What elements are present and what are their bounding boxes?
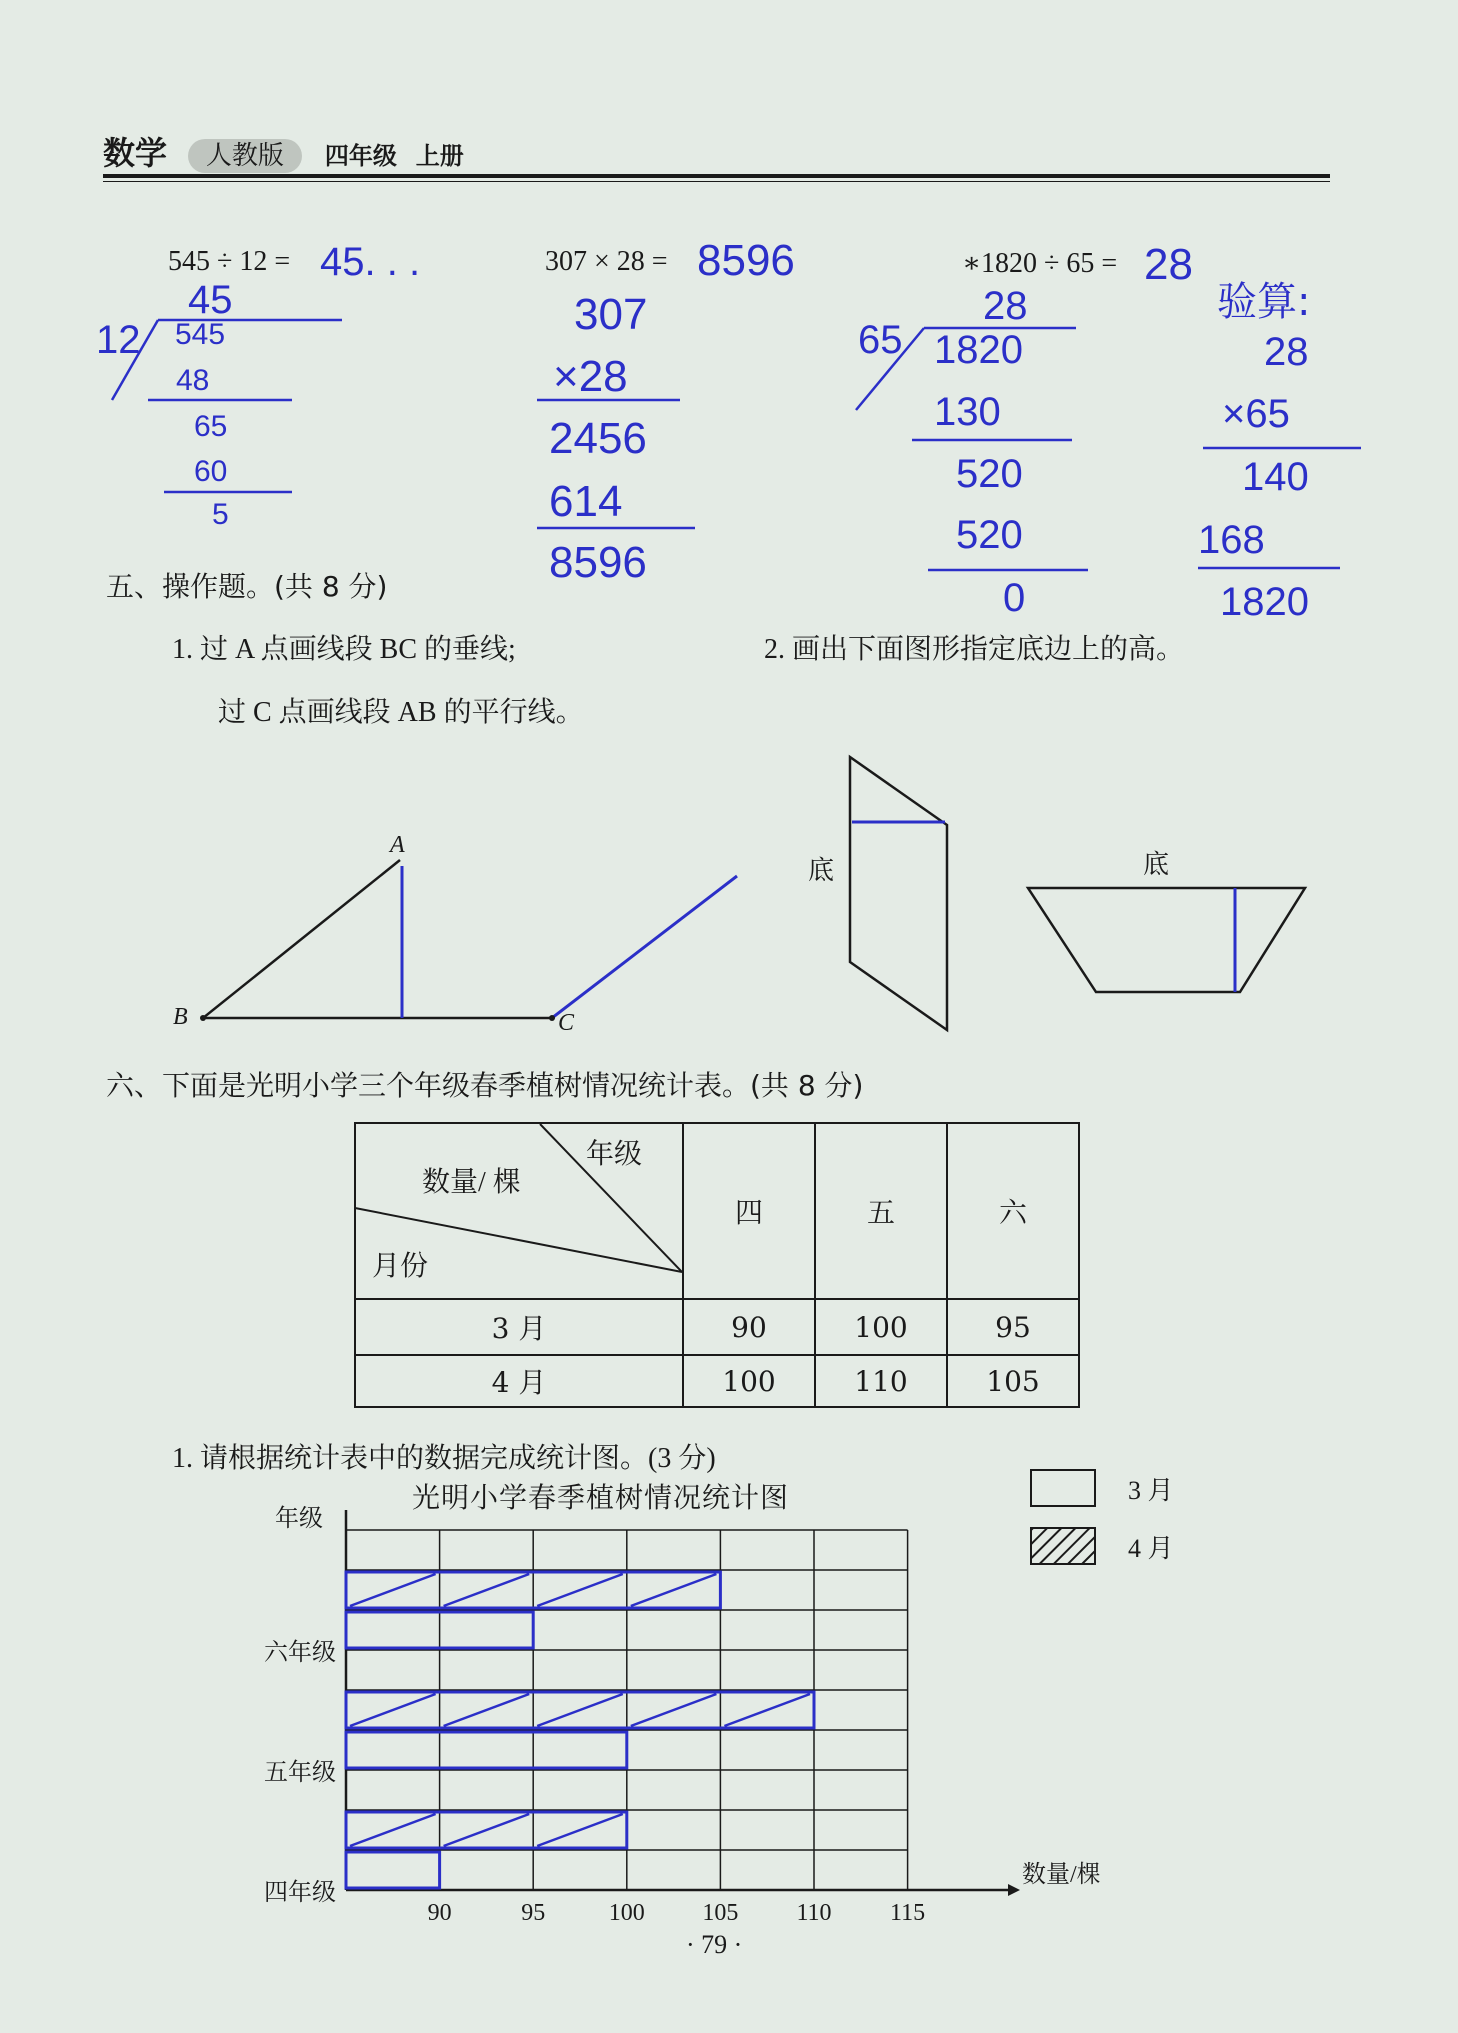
section5-title: 五、操作题。(共 8 分) (106, 570, 388, 603)
col-header-4: 四 (683, 1123, 815, 1299)
p1-sub2: 60 (194, 455, 228, 488)
parallel-through-C (552, 876, 737, 1018)
cell: 105 (947, 1355, 1079, 1407)
base-label-1: 底 (808, 856, 835, 885)
x-tick-label: 100 (608, 1900, 645, 1926)
check-pp2: 168 (1198, 518, 1265, 562)
corner-bottom: 月份 (372, 1251, 429, 1282)
section5-q1-line2: 过 C 点画线段 AB 的平行线。 (218, 697, 584, 728)
cell: 100 (815, 1299, 947, 1355)
x-tick-label: 110 (796, 1900, 832, 1926)
p2-expr: 307 × 28 = (545, 246, 668, 277)
p2-product: 8596 (549, 538, 647, 587)
bar-hatch (537, 1814, 623, 1846)
corner-top: 年级 (586, 1139, 643, 1170)
bar-march (346, 1732, 627, 1768)
segment-AB (203, 860, 400, 1018)
col-header-5: 五 (815, 1123, 947, 1299)
bar-hatch (631, 1694, 717, 1726)
row-label: 3 月 (355, 1299, 683, 1355)
header-edition: 人教版 (188, 139, 302, 173)
bar-hatch (350, 1694, 436, 1726)
page-number: · 79 · (686, 1930, 743, 1959)
bar-hatch (724, 1694, 810, 1726)
p3-dividend: 1820 (934, 328, 1023, 372)
header-subject: 数学 (103, 134, 168, 172)
p3-rem1: 520 (956, 452, 1023, 496)
x-tick-label: 115 (890, 1900, 926, 1926)
bar-hatch (537, 1574, 623, 1606)
bar-hatch (350, 1574, 436, 1606)
p3-sub1: 130 (934, 390, 1001, 434)
p3-expr: ∗1820 ÷ 65 = (962, 248, 1118, 279)
p1-answer: 45. . . (320, 240, 421, 284)
col-header-6: 六 (947, 1123, 1079, 1299)
legend-label-march: 3 月 (1128, 1476, 1174, 1505)
bar-hatch (444, 1574, 530, 1606)
p1-rem1: 65 (194, 410, 228, 443)
p1-rem: 5 (212, 498, 229, 531)
table-diagonal-2 (355, 1208, 682, 1272)
base-label-2: 底 (1143, 850, 1170, 879)
p1-bracket-slash (112, 320, 158, 400)
bar-hatch (444, 1694, 530, 1726)
bar-hatch (350, 1814, 436, 1846)
bar-hatch (444, 1814, 530, 1846)
p1-dividend: 545 (175, 318, 226, 351)
check-product: 1820 (1220, 580, 1309, 624)
p1-quotient: 45 (188, 278, 233, 322)
p2-n2: ×28 (553, 352, 628, 401)
chart-title: 光明小学春季植树情况统计图 (412, 1483, 790, 1514)
bar-hatch (631, 1574, 717, 1606)
check-n1: 28 (1264, 330, 1309, 374)
legend-swatch-april (1031, 1528, 1095, 1564)
category-label: 四年级 (264, 1880, 336, 1906)
p3-quotient: 28 (983, 284, 1028, 328)
p2-pp1: 2456 (549, 414, 647, 463)
p3-answer: 28 (1144, 240, 1193, 289)
p3-sub2: 520 (956, 513, 1023, 557)
p3-rem: 0 (1003, 576, 1026, 620)
section5-q1-line1: 1. 过 A 点画线段 BC 的垂线; (172, 634, 516, 665)
parallelogram (850, 757, 947, 1030)
p3-divisor: 65 (858, 318, 903, 362)
x-axis-arrow (1008, 1884, 1020, 1896)
section6-title: 六、下面是光明小学三个年级春季植树情况统计表。(共 8 分) (106, 1069, 864, 1102)
p3-bracket-slash (856, 328, 924, 410)
check-title: 验算: (1217, 279, 1311, 325)
p2-pp2: 614 (549, 477, 623, 526)
header-grade: 四年级 (324, 142, 397, 170)
x-tick-label: 95 (521, 1900, 546, 1926)
bar-hatch (537, 1694, 623, 1726)
p2-answer: 8596 (697, 236, 795, 285)
category-label: 六年级 (264, 1640, 336, 1666)
point-B (200, 1015, 206, 1021)
x-tick-label: 90 (427, 1900, 452, 1926)
cell: 95 (947, 1299, 1079, 1355)
point-C (549, 1015, 555, 1021)
label-B: B (173, 1004, 188, 1030)
chart-ylabel: 年级 (275, 1506, 323, 1532)
section5-q2: 2. 画出下面图形指定底边上的高。 (764, 634, 1185, 665)
p1-expr: 545 ÷ 12 = (168, 246, 291, 277)
cell: 110 (815, 1355, 947, 1407)
cell: 90 (683, 1299, 815, 1355)
bar-march (346, 1852, 440, 1888)
bar-chart (264, 1510, 1020, 1926)
category-label: 五年级 (264, 1760, 336, 1786)
section6-q1: 1. 请根据统计表中的数据完成统计图。(3 分) (172, 1443, 716, 1474)
trapezoid (1028, 888, 1305, 992)
legend-swatch-march (1031, 1470, 1095, 1506)
p1-sub1: 48 (176, 364, 210, 397)
check-n2: ×65 (1222, 392, 1290, 436)
x-tick-label: 105 (702, 1900, 739, 1926)
label-C: C (558, 1010, 575, 1036)
chart-xlabel: 数量/棵 (1022, 1862, 1101, 1888)
corner-mid: 数量/ 棵 (422, 1167, 521, 1198)
p1-divisor: 12 (96, 318, 141, 362)
legend-label-april: 4 月 (1128, 1534, 1174, 1563)
cell: 100 (683, 1355, 815, 1407)
p2-n1: 307 (574, 290, 648, 339)
table-diagonal-1 (540, 1124, 682, 1272)
header-volume: 上册 (415, 142, 464, 170)
check-pp1: 140 (1242, 455, 1309, 499)
label-A: A (390, 832, 405, 858)
row-label: 4 月 (355, 1355, 683, 1407)
